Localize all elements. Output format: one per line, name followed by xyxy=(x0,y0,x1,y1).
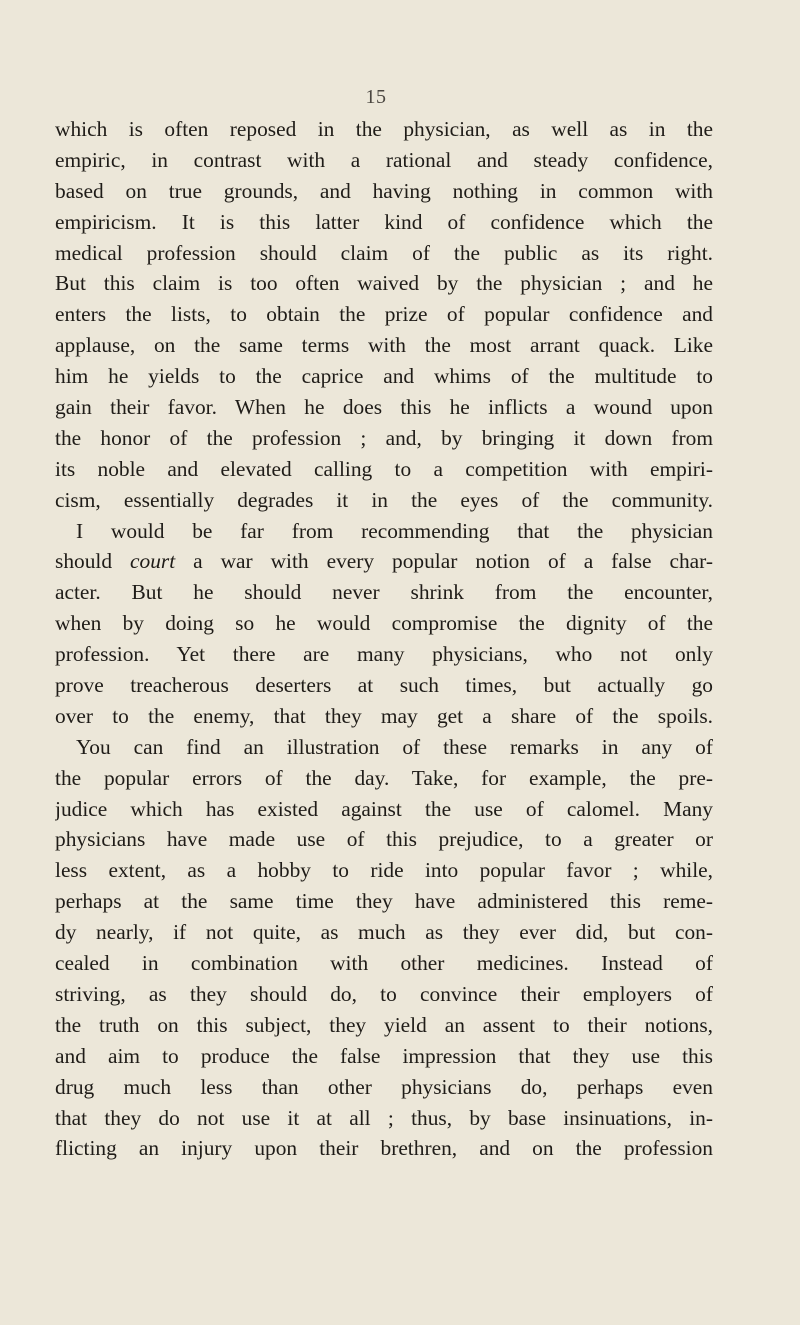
text-line: its noble and elevated calling to a competition with empiri- xyxy=(55,456,713,481)
text-line: the popular errors of the day. Take, for example, the pre- xyxy=(55,765,713,790)
text-line: judice which has existed against the use of calomel. Many xyxy=(55,796,713,821)
text-line: based on true grounds, and having nothing in common with xyxy=(55,178,713,203)
text-line: prove treacherous deserters at such times, but actually go xyxy=(55,673,713,698)
text-line: when by doing so he would compromise the dignity of the xyxy=(55,611,713,636)
text-line: which is often reposed in the physician, as well as in the xyxy=(55,117,713,141)
text-line: gain their favor. When he does this he inflicts a wound upon xyxy=(55,395,713,420)
page-number: 15 xyxy=(365,86,387,108)
text-line: profession. Yet there are many physicians, who not only xyxy=(55,642,713,667)
text-line: applause, on the same terms with the most arrant quack. Like xyxy=(55,333,713,358)
text-fragment: should xyxy=(55,549,131,574)
text-line: him he yields to the caprice and whims of the multitude to xyxy=(55,364,713,389)
text-line: enters the lists, to obtain the prize of popular confidence and xyxy=(55,302,713,327)
text-line: But this claim is too often waived by the physician ; and he xyxy=(55,271,713,296)
text-line: cealed in combination with other medicines. Instead of xyxy=(55,951,713,976)
text-line-with-italic xyxy=(55,546,713,577)
body-text xyxy=(55,114,713,1164)
text-line: the truth on this subject, they yield an assent to their notions, xyxy=(55,1012,713,1037)
text-fragment: a war with every popular notion of a false char- xyxy=(175,549,713,574)
text-line: the honor of the profession ; and, by bringing it down from xyxy=(55,425,713,450)
text-line: medical profession should claim of the public as its right. xyxy=(55,240,713,265)
text-line: over to the enemy, that they may get a share of the spoils. xyxy=(55,703,713,728)
text-line: cism, essentially degrades it in the eyes of the community. xyxy=(55,487,713,512)
text-line: flicting an injury upon their brethren, and on the profession xyxy=(55,1136,713,1161)
paragraph-start-line: You can find an illustration of these remarks in any of xyxy=(76,734,713,759)
text-line: empiric, in contrast with a rational and steady confidence, xyxy=(55,147,713,172)
text-line: striving, as they should do, to convince their employers of xyxy=(55,981,713,1006)
text-line: and aim to produce the false impression that they use this xyxy=(55,1043,713,1068)
italic-word: court xyxy=(130,549,176,574)
text-line: empiricism. It is this latter kind of confidence which the xyxy=(55,209,713,234)
text-line: less extent, as a hobby to ride into popular favor ; while, xyxy=(55,858,713,883)
text-line: drug much less than other physicians do, perhaps even xyxy=(55,1074,713,1099)
text-line: perhaps at the same time they have administered this reme- xyxy=(55,889,713,914)
text-line: dy nearly, if not quite, as much as they ever did, but con- xyxy=(55,920,713,945)
text-line: that they do not use it at all ; thus, by base insinuations, in- xyxy=(55,1105,713,1130)
text-line: acter. But he should never shrink from the encounter, xyxy=(55,580,713,605)
paragraph-start-line: I would be far from recommending that the physician xyxy=(76,518,713,543)
text-line: physicians have made use of this prejudice, to a greater or xyxy=(55,827,713,852)
